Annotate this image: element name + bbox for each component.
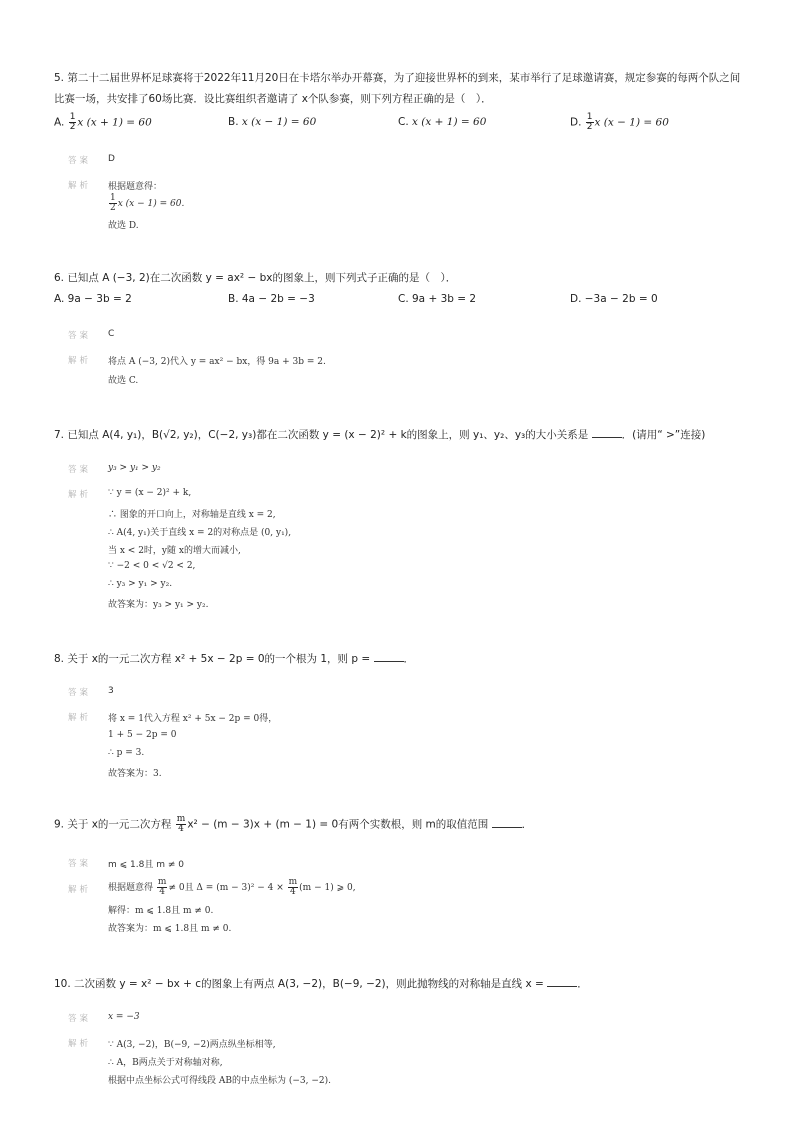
q7-answer: y₃ > y₁ > y₂ [108,463,161,473]
fraction-m-over-4: $\frac{m}{4}$ [176,814,186,834]
q5-option-d: D. $\frac{1}{2}$ x (x − 1) = 60 [570,112,669,132]
q5-solution-line3: 故选 D. [108,221,139,231]
q5-solution-line2: $\frac{1}{2}$ x (x − 1) = 60. [110,193,185,213]
q5-stem-line1: 5. 第二十二届世界杯足球赛将于2022年11月20日在卡塔尔举办开幕赛，为了迎接世界杯的到来，某市举行了足球邀请赛，规定参赛的每两个队之间 [54,72,741,84]
q5-stem-line2: 比赛一场，共安排了60场比赛．设比赛组织者邀请了 x个队参赛，则下列方程正确的是（ ）． [54,93,492,105]
answer-blank [592,427,622,438]
q9-analysis-label: 解析 [68,885,92,895]
q9-answer-label: 答案 [68,859,92,869]
q5-option-c: C. x (x + 1) = 60 [398,116,487,128]
q7-solution-line3: ∴ A(4, y₁)关于直线 x = 2的对称点是 (0, y₁), [108,528,292,538]
q7-analysis-label: 解析 [68,490,92,500]
q7-solution-line5: ∵ −2 < 0 < √2 < 2, [108,561,196,571]
answer-blank [492,817,522,828]
q8-solution-line4: 故答案为：3. [108,769,162,779]
q5-solution-line1: 根据题意得： [108,182,163,192]
q6-option-c: C. 9a + 3b = 2 [398,293,477,305]
q8-answer-label: 答案 [68,688,92,698]
q10-solution-line2: ∴ A，B两点关于对称轴对称, [108,1058,223,1068]
q6-stem: 6. 已知点 A (−3, 2)在二次函数 y = ax² − bx的图象上，则下列式子正确的是（ ）． [54,272,457,284]
q6-option-b: B. 4a − 2b = −3 [228,293,315,305]
fraction-half: $\frac{1}{2}$ [69,112,76,132]
q6-option-d: D. −3a − 2b = 0 [570,293,658,305]
q9-answer: m ⩽ 1.8且 m ≠ 0 [108,860,184,870]
q10-stem: 10. 二次函数 y = x² − bx + c的图象上有两点 A(3, −2)，B(−9, −2)，则此抛物线的对称轴是直线 x = ． [54,978,588,990]
q7-solution-line7: 故答案为：y₃ > y₁ > y₂. [108,600,209,610]
q7-solution-line4: 当 x < 2时，y随 x的增大而减小, [108,546,241,556]
q9-solution-line3: 故答案为：m ⩽ 1.8且 m ≠ 0. [108,924,232,934]
q7-answer-label: 答案 [68,465,92,475]
q9-stem: 9. 关于 x的一元二次方程 $\frac{m}{4}$ x² − (m − 3)x + (m − 1) = 0有两个实数根，则 m的取值范围 ． [54,814,533,834]
q8-solution-line1: 将 x = 1代入方程 x² + 5x − 2p = 0得， [108,714,278,724]
q5-option-b: B. x (x − 1) = 60 [228,116,317,128]
q8-solution-line3: ∴ p = 3. [108,748,145,758]
q6-solution-line1: 将点 A (−3, 2)代入 y = ax² − bx，得 9a + 3b = 2. [108,357,326,367]
q5-option-a: A. $\frac{1}{2}$ x (x + 1) = 60 [54,112,152,132]
q8-analysis-label: 解析 [68,713,92,723]
q9-solution-line1: 根据题意得 $\frac{m}{4}$ ≠ 0且 Δ = (m − 3)² − 4 × $\frac{m}{4}$ (m − 1) ⩾ 0, [108,877,356,897]
q8-solution-line2: 1 + 5 − 2p = 0 [108,730,177,740]
answer-blank [374,651,404,662]
q7-solution-line1: ∵ y = (x − 2)² + k, [108,488,192,498]
q10-answer: x = −3 [108,1012,140,1022]
q6-answer: C [108,329,115,339]
q5-answer-label: 答案 [68,156,92,166]
q6-answer-label: 答案 [68,331,92,341]
q5-answer: D [108,154,115,164]
q10-analysis-label: 解析 [68,1039,92,1049]
q7-solution-line2: ∴ 图象的开口向上，对称轴是直线 x = 2, [108,510,276,520]
q5-analysis-label: 解析 [68,181,92,191]
q10-solution-line1: ∵ A(3, −2)，B(−9, −2)两点纵坐标相等, [108,1040,276,1050]
q6-analysis-label: 解析 [68,356,92,366]
q9-solution-line2: 解得：m ⩽ 1.8且 m ≠ 0. [108,906,214,916]
q8-answer: 3 [108,686,114,696]
q8-stem: 8. 关于 x的一元二次方程 x² + 5x − 2p = 0的一个根为 1，则 p = ． [54,653,415,665]
answer-blank [547,976,577,987]
q6-option-a: A. 9a − 3b = 2 [54,293,132,305]
q7-solution-line6: ∴ y₃ > y₁ > y₂. [108,579,173,589]
q6-solution-line2: 故选 C. [108,376,139,386]
q10-answer-label: 答案 [68,1014,92,1024]
fraction-half: $\frac{1}{2}$ [586,112,593,132]
q10-solution-line3: 根据中点坐标公式可得线段 AB的中点坐标为 (−3, −2). [108,1076,331,1086]
q7-stem: 7. 已知点 A(4, y₁)，B(√2, y₂)，C(−2, y₃)都在二次函数 y = (x − 2)² + k的图象上，则 y₁、y₂、y₃的大小关系是 ．(请用“ >”连接) [54,429,706,441]
